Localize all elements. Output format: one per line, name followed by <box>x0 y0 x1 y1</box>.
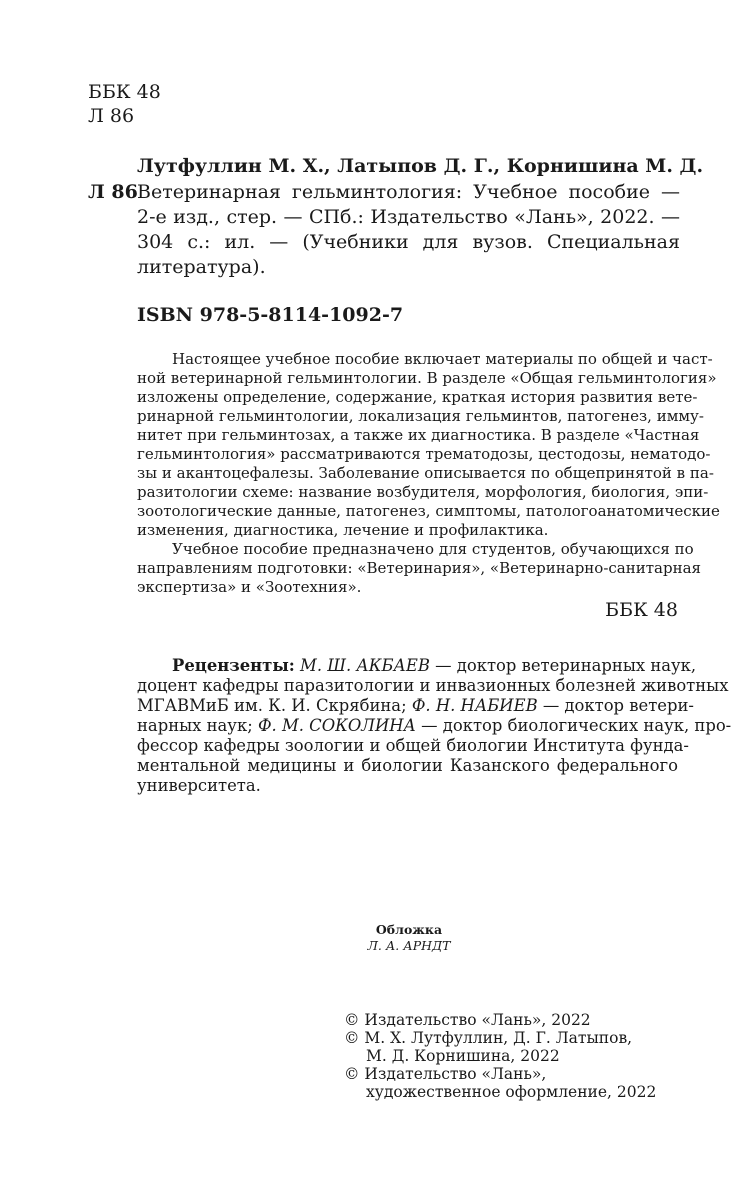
reviewers-line-3 <box>137 696 694 716</box>
reviewers-line-4 <box>137 716 732 736</box>
annotation-line-1: Настоящее учебное пособие включает материалы по общей и част- <box>172 350 713 368</box>
reviewer-sokolina-title: — доктор биологических наук, про- <box>415 716 732 735</box>
bib-line-4: литература). <box>137 256 266 278</box>
reviewers-line-5: фессор кафедры зоологии и общей биологии Института фунда- <box>137 736 689 755</box>
reviewers-line-7: университета. <box>137 776 261 795</box>
reviewers-line-4-start: нарных наук; <box>137 716 258 735</box>
reviewer-sokolina: Ф. М. СОКОЛИНА <box>257 716 416 735</box>
annotation-line-2: ной ветеринарной гельминтологии. В разделе «Общая гельминтология» <box>137 369 717 387</box>
copyright-line-1: © Издательство «Лань», 2022 <box>344 1011 591 1029</box>
annotation-line-5: нитет при гельминтозах, а также их диагностика. В разделе «Частная <box>137 426 700 444</box>
annotation-bbk: ББК 48 <box>605 599 678 621</box>
cover-label: Обложка <box>375 922 443 937</box>
annotation-line-10: изменения, диагностика, лечение и профилактика. <box>137 521 549 539</box>
annotation-line-13: экспертиза» и «Зоотехния». <box>137 578 362 596</box>
bib-line-3: 304 с.: ил. — (Учебники для вузов. Специальная <box>137 231 680 253</box>
annotation-line-4: ринарной гельминтологии, локализация гельминтов, патогенез, имму- <box>137 407 704 425</box>
bib-line-1: Ветеринарная гельминтология: Учебное пособие — <box>137 181 680 203</box>
bbk-code: ББК 48 <box>88 81 161 103</box>
annotation-line-12: направлениям подготовки: «Ветеринария», «Ветеринарно-санитарная <box>137 559 701 577</box>
bib-line-2: 2-е изд., стер. — СПб.: Издательство «Лань», 2022. — <box>137 206 680 228</box>
bib-mark: Л 86 <box>88 181 138 203</box>
reviewer-nabiev: Ф. Н. НАБИЕВ <box>411 696 538 715</box>
reviewers-line-2: доцент кафедры паразитологии и инвазионных болезней животных <box>137 676 729 695</box>
reviewer-nabiev-title: — доктор ветери- <box>537 696 694 715</box>
authors-line: Лутфуллин М. Х., Латыпов Д. Г., Корнишина М. Д. <box>137 155 704 177</box>
author-mark-code: Л 86 <box>88 105 135 127</box>
annotation-line-3: изложены определение, содержание, краткая история развития вете- <box>137 388 698 406</box>
reviewers-line-1 <box>172 656 697 676</box>
annotation-line-6: гельминтология» рассматриваются трематодозы, цестодозы, нематодо- <box>137 445 711 463</box>
isbn: ISBN 978-5-8114-1092-7 <box>137 304 404 326</box>
copyright-line-4: © Издательство «Лань», <box>344 1065 547 1083</box>
annotation-line-8: разитологии схеме: название возбудителя, морфология, биология, эпи- <box>137 483 709 501</box>
copyright-line-3: М. Д. Корнишина, 2022 <box>366 1047 560 1065</box>
annotation-line-9: зоотологические данные, патогенез, симптомы, патологоанатомические <box>137 502 720 520</box>
reviewers-line-3-start: МГАВМиБ им. К. И. Скрябина; <box>137 696 412 715</box>
annotation-line-11: Учебное пособие предназначено для студентов, обучающихся по <box>172 540 694 558</box>
reviewers-label: Рецензенты: <box>172 656 295 675</box>
copyright-line-2: © М. Х. Лутфуллин, Д. Г. Латыпов, <box>344 1029 633 1047</box>
copyright-line-5: художественное оформление, 2022 <box>366 1083 657 1101</box>
annotation-line-7: зы и акантоцефалезы. Заболевание описывается по общепринятой в па- <box>137 464 714 482</box>
reviewer-akbaev: М. Ш. АКБАЕВ <box>300 656 430 675</box>
cover-artist: Л. А. АРНДТ <box>367 938 451 953</box>
reviewers-line-6: ментальной медицины и биологии Казанского федерального <box>137 756 678 775</box>
reviewer-akbaev-title: — доктор ветеринарных наук, <box>429 656 697 675</box>
